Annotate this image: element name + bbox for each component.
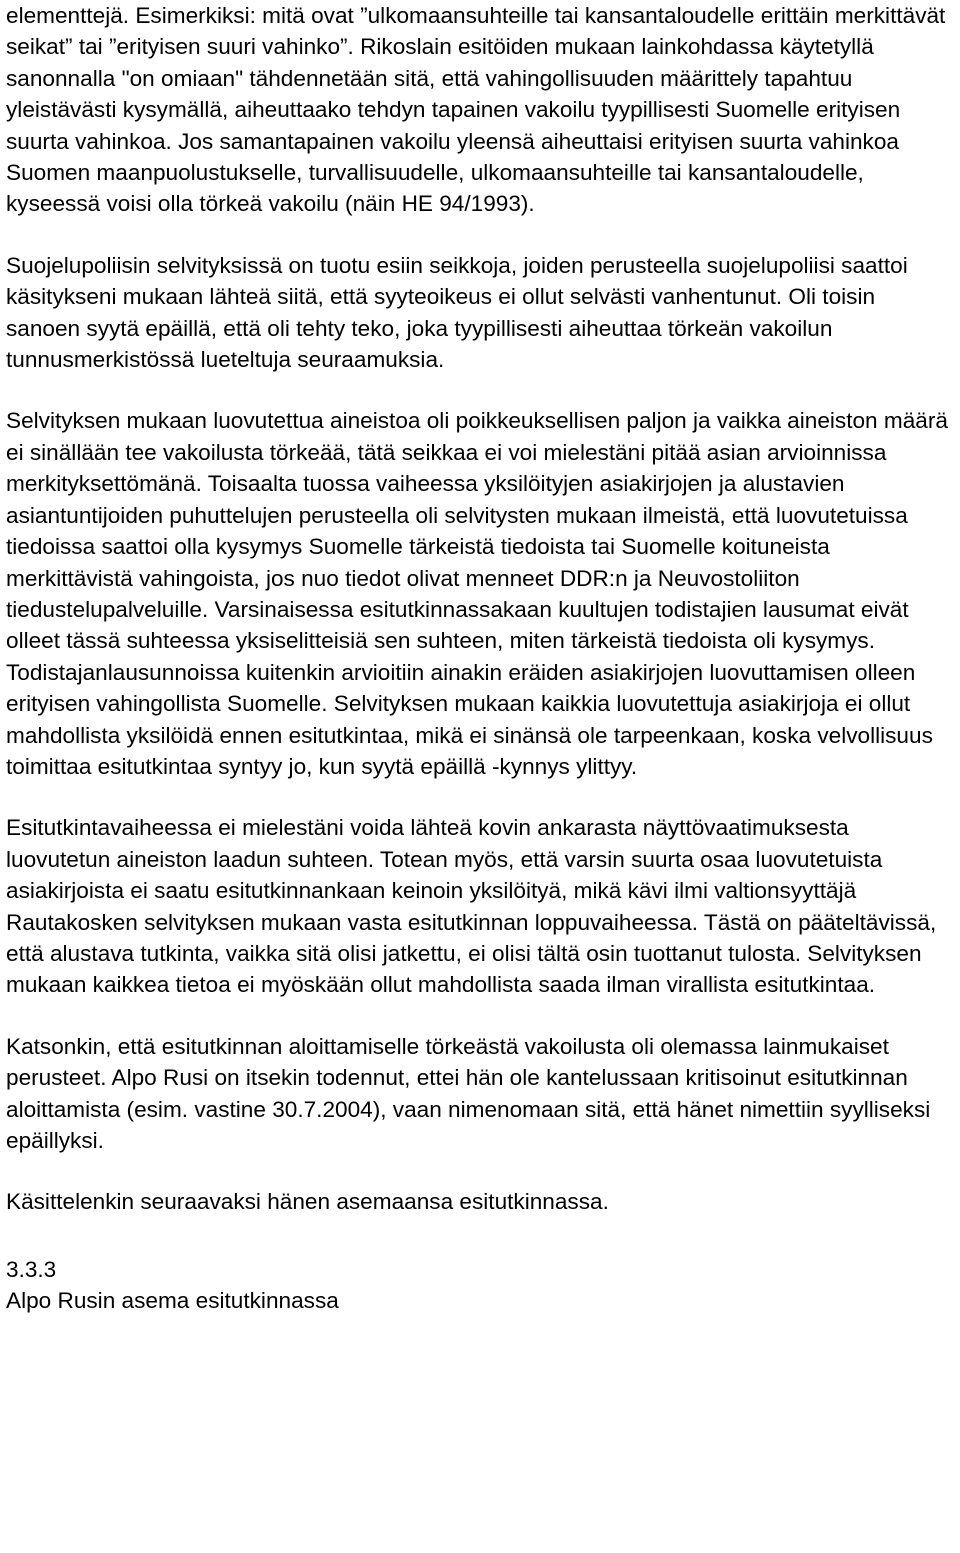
section-heading [6, 1254, 954, 1317]
document-page [6, 0, 954, 1317]
paragraph-6: Käsittelenkin seuraavaksi hänen asemaansa esitutkinnassa. [6, 1189, 609, 1215]
paragraph-4: Esitutkintavaiheessa ei mielestäni voida lähteä kovin ankarasta näyttövaatimuksesta luovutetun aineiston laadun suhteen. Totean myös, että varsin suurta osaa luovutetuista asiakirjoista ei saatu esitutkinnankaan keinoin yksilöityä, mikä kävi ilmi valtionsyyttäjä Rautakosken selvityksen mukaan vasta esitutkinnan loppuvaiheessa. Tästä on pääteltävissä, että alustava tutkinta, vaikka sitä olisi jatkettu, ei olisi tältä osin tuottanut tulosta. Selvityksen mukaan kaikkea tietoa ei myöskään ollut mahdollista saada ilman virallista esitutkintaa. [6, 815, 937, 998]
paragraph-3: Selvityksen mukaan luovutettua aineistoa oli poikkeuksellisen paljon ja vaikka aineiston määrä ei sinällään tee vakoilusta törkeää, tätä seikkaa ei voi mielestäni pitää asian arvioinnissa merkityksettömänä. Toisaalta tuossa vaiheessa yksilöityjen asiakirjojen ja alustavien asiantuntijoiden puhuttelujen perusteella oli selvitysten mukaan ilmeistä, että luovutetuissa tiedoissa saattoi olla kysymys Suomelle tärkeistä tiedoista tai Suomelle koituneista merkittävistä vahingoista, jos nuo tiedot olivat menneet DDR:n ja Neuvostoliiton tiedustelupalveluille. Varsinaisessa esitutkinnassakaan kuultujen todistajien lausumat eivät olleet tässä suhteessa yksiselitteisiä sen suhteen, miten tärkeistä tiedoista oli kysymys. Todistajanlausunnoissa kuitenkin arvioitiin ainakin eräiden asiakirjojen luovuttamisen olleen erityisen vahingollista Suomelle. Selvityksen mukaan kaikkia luovutettuja asiakirjoja ei ollut mahdollista yksilöidä ennen esitutkintaa, mikä ei sinänsä ole tarpeenkaan, koska velvollisuus toimittaa esitutkintaa syntyy jo, kun syytä epäillä -kynnys ylittyy. [6, 408, 948, 779]
section-number: 3.3.3 [6, 1256, 57, 1282]
paragraph-5: Katsonkin, että esitutkinnan aloittamiselle törkeästä vakoilusta oli olemassa lainmukaiset perusteet. Alpo Rusi on itsekin todennut, ettei hän ole kantelussaan kritisoinut esitutkinnan aloittamista (esim. vastine 30.7.2004), vaan nimenomaan sitä, että hänet nimettiin syylliseksi epäillyksi. [6, 1033, 931, 1153]
section-title: Alpo Rusin asema esitutkinnassa [6, 1288, 339, 1314]
paragraph-2: Suojelupoliisin selvityksissä on tuotu esiin seikkoja, joiden perusteella suojelupoliisi saattoi käsitykseni mukaan lähteä siitä, että syyteoikeus ei ollut selvästi vanhentunut. Oli toisin sanoen syytä epäillä, että oli tehty teko, joka tyypillisesti aiheuttaa törkeän vakoilun tunnusmerkistössä lueteltuja seuraamuksia. [6, 252, 908, 373]
paragraph-1: elementtejä. Esimerkiksi: mitä ovat ”ulkomaansuhteille tai kansantaloudelle erittäin merkittävät seikat” tai ”erityisen suuri vahinko”. Rikoslain esitöiden mukaan lainkohdassa käytetyllä sanonnalla "on omiaan" tähdennetään sitä, että vahingollisuuden määrittely tapahtuu yleistävästi kysymällä, aiheuttaako tehdyn tapainen vakoilu tyypillisesti Suomelle erityisen suurta vahinkoa. Jos samantapainen vakoilu yleensä aiheuttaisi erityisen suurta vahinkoa Suomen maanpuolustukselle, turvallisuudelle, ulkomaansuhteille tai kansantaloudelle, kyseessä voisi olla törkeä vakoilu (näin HE 94/1993). [6, 3, 946, 217]
